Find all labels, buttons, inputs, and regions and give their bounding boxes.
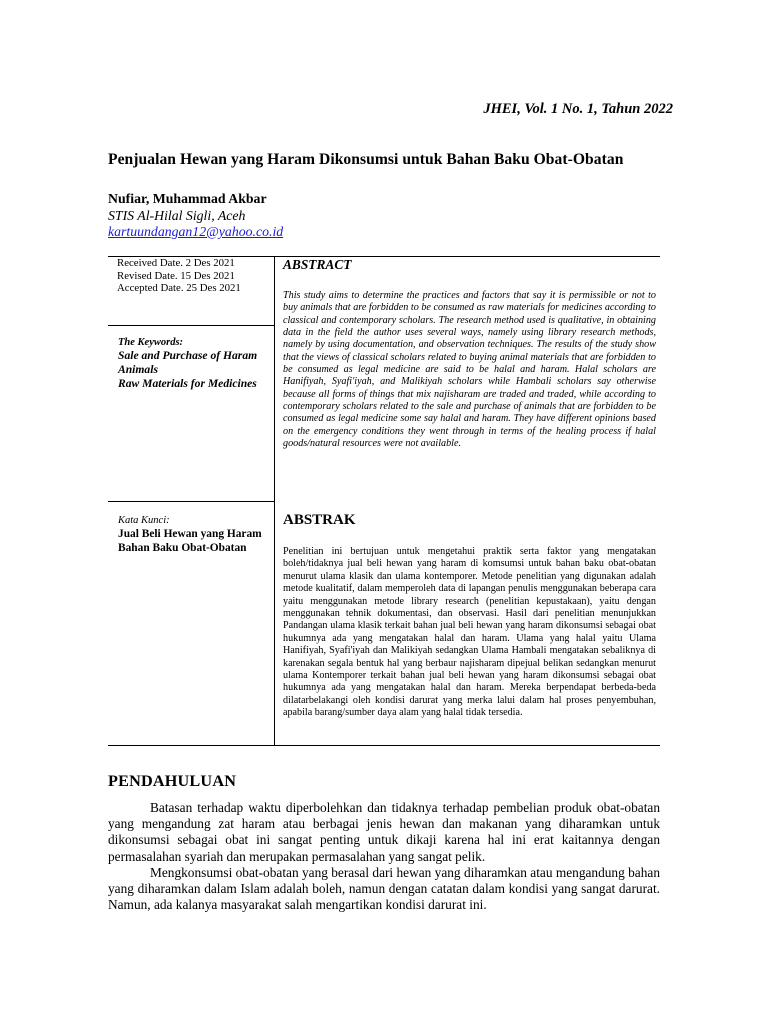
dates-divider xyxy=(108,325,274,326)
kata-kunci-heading: Kata Kunci: xyxy=(118,515,170,526)
keyword-item: Raw Materials for Medicines xyxy=(118,377,257,390)
kata-kunci-item: Bahan Baku Obat-Obatan xyxy=(118,541,247,554)
kata-kunci-item: Jual Beli Hewan yang Haram xyxy=(118,528,262,540)
section-heading-pendahuluan: PENDAHULUAN xyxy=(108,772,237,790)
author-names: Nufiar, Muhammad Akbar xyxy=(108,191,267,206)
abstract-heading: ABSTRACT xyxy=(283,257,352,272)
author-email-link[interactable]: kartuundangan12@yahoo.co.id xyxy=(108,224,284,239)
received-date: Received Date. 2 Des 2021 xyxy=(117,257,235,269)
author-affiliation: STIS Al-Hilal Sigli, Aceh xyxy=(108,208,246,223)
abstract-text: This study aims to determine the practices and factors that say it is permissible or not to buy animals that are forbidden to be consumed as raw materials for medicines according to classical and contemporary scholars. The research method used is qualitative, in obtaining data in the field the author uses several ways, namely using library research methods, namely by using documentation, and observation techniques. The results of the study show that the views of classical scholars related to buying animal materials that are forbidden to be consumed as legal medicine are said to be halal and haram. Halal scholars are Hanifiyah, Syafi'iyah, and Malikiyah scholars while Hambali scholars say otherwise because all forms of things that mix najisharam are traded and traded, while according to contemporary scholars related to the sale and purchase of animals that are forbidden to be consumed as legal medicine some say halal and haram. They have different opinions based on the emergency conditions they went through in terms of the healing process if halal goods/natural resources were not available. xyxy=(283,290,656,450)
keywords-heading: The Keywords: xyxy=(118,337,184,348)
intro-paragraph: Batasan terhadap waktu diperbolehkan dan tidaknya terhadap pembelian produk obat-obatan yang mengandung zat haram atau berbagai jenis hewan dan makanan yang diharamkan untuk dikonsumsi sebagai obat ini sangat penting untuk dikaji karena hal ini erat kaitannya dengan permasalahan syariah dan merupakan permasalahan yang sangat pelik. xyxy=(108,800,660,864)
keywords-list xyxy=(118,349,272,391)
kata-kunci-list xyxy=(118,528,274,555)
keywords-divider xyxy=(108,501,274,502)
journal-citation: JHEI, Vol. 1 No. 1, Tahun 2022 xyxy=(483,101,673,117)
article-dates xyxy=(117,257,241,295)
intro-paragraph: Mengkonsumsi obat-obatan yang berasal dari hewan yang diharamkan atau mengandung bahan yang diharamkan dalam Islam adalah boleh, namun dengan catatan dalam kondisi yang sangat darurat. Namun, ada kalanya masyarakat salah mengartikan kondisi darurat ini. xyxy=(108,864,660,913)
keyword-item: Sale and Purchase of Haram Animals xyxy=(118,349,258,376)
revised-date: Revised Date. 15 Des 2021 xyxy=(117,269,235,282)
intro-paragraphs xyxy=(108,800,660,913)
article-info-box xyxy=(108,256,660,746)
column-divider xyxy=(274,257,275,745)
paper-title: Penjualan Hewan yang Haram Dikonsumsi untuk Bahan Baku Obat-Obatan xyxy=(108,151,624,168)
abstrak-heading: ABSTRAK xyxy=(283,512,356,528)
abstrak-text: Penelitian ini bertujuan untuk mengetahui praktik serta faktor yang mengatakan boleh/tidaknya jual beli hewan yang haram di komsumsi untuk bahan baku obat-obatan menurut ulama klasik dan ulama kontemporer. Metode penelitian yang digunakan adalah metode kualitatif, dalam memperoleh data di lapangan penulis menggunakan beberapa cara yaitu menggunakan metode library research (penelitian kepustakaan), yaitu dengan menggunakan tehnik dokumentasi, dan observasi. Hasil dari penelitian menunjukkan Pandangan ulama klasik terkait bahan jual beli hewan yang haram dikonsumsi sebagai obat hukumnya ada yang mengatakan halal dan haram. Ulama yang halal yaitu Ulama Hanifiyah, Syafi'iyah dan Malikiyah sedangkan Ulama Hambali mengatakan sebaliknya di karenakan segala bentuk hal yang berbaur najisharam dipejual belikan sedangkan menurut ulama Kontemporer terkait bahan jual beli hewan yang haram dikonsumsi sebagai obat hukumnya ada yang mengatakan halal dan haram. Mereka berpendapat berbeda-beda dilatarbelakangi oleh kondisi darurat yang merka lalui dalam hal proses penyembuhan, apabila barang/sumber daya alam yang halal tidak tersedia. xyxy=(283,546,656,719)
accepted-date: Accepted Date. 25 Des 2021 xyxy=(117,282,241,294)
